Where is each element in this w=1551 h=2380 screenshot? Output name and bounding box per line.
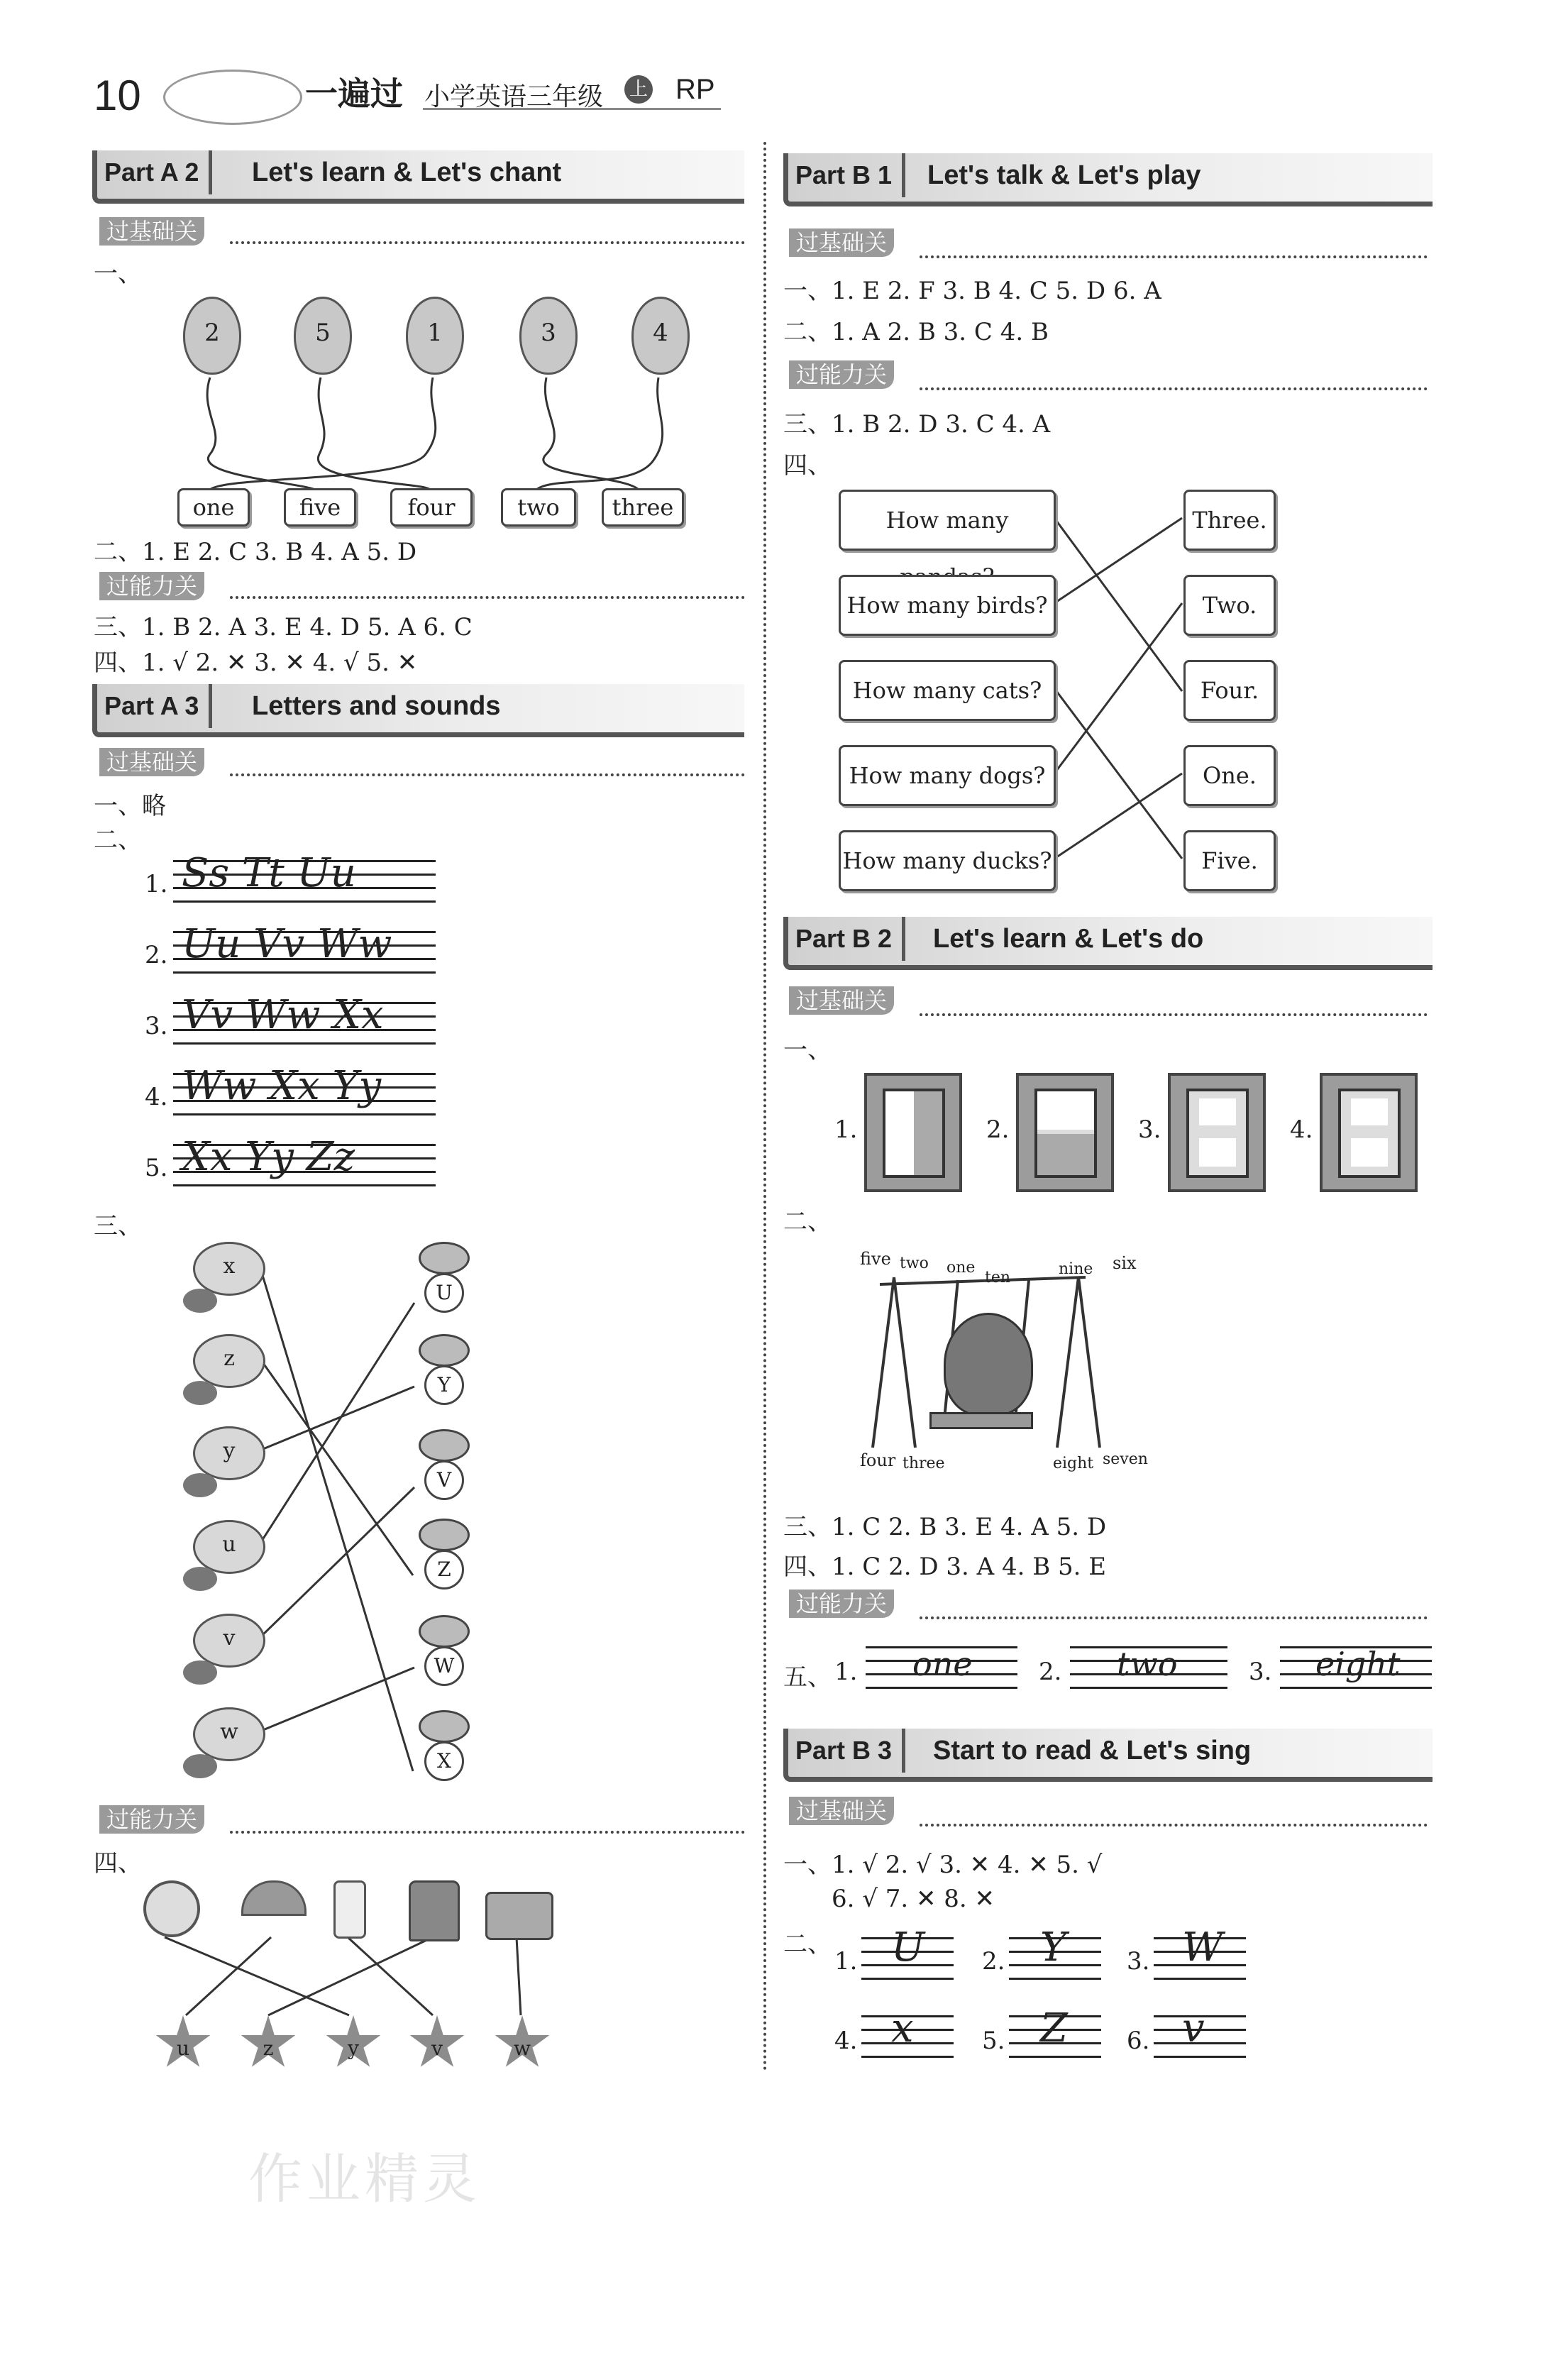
brand-name: 一遍过 — [305, 75, 403, 113]
basic-tag: 过基础关 — [99, 748, 204, 776]
jar-icon — [333, 1880, 366, 1939]
balloon: 3 — [519, 297, 578, 375]
row-number: 5. — [982, 2027, 1005, 2055]
row-number: 1. — [145, 870, 168, 898]
volume-badge: 上 — [624, 75, 653, 104]
page-number: 10 — [94, 72, 141, 119]
vest-icon — [409, 1880, 460, 1941]
balloon: 2 — [183, 297, 241, 375]
row-number: 4. — [145, 1083, 168, 1111]
row-number: 5. — [145, 1154, 168, 1182]
part-name: Start to read & Let's sing — [933, 1736, 1252, 1765]
digit-display — [1320, 1073, 1418, 1192]
ability-tag: 过能力关 — [789, 360, 894, 389]
handwriting: eight — [1315, 1645, 1401, 1683]
basic-tag: 过基础关 — [789, 986, 894, 1015]
row-number: 6. — [1127, 2027, 1150, 2055]
question-number: 三、 — [94, 1212, 142, 1240]
part-name: Let's learn & Let's chant — [252, 158, 562, 187]
answer-line: 四、1. √ 2. ✕ 3. ✕ 4. √ 5. ✕ — [94, 649, 418, 677]
word-box: three — [602, 488, 684, 527]
question-box: How many ducks? — [839, 830, 1056, 891]
digit-display — [1016, 1073, 1114, 1192]
swing-label: eight — [1053, 1455, 1094, 1472]
answer-line: 三、1. C 2. B 3. E 4. A 5. D — [783, 1513, 1107, 1541]
frog-letter: X — [424, 1741, 464, 1781]
answer-box: Five. — [1183, 830, 1276, 891]
row-number: 1. — [834, 1658, 858, 1686]
handwriting: Ww Xx Yy — [182, 1063, 382, 1109]
tadpole-bubble: x — [193, 1242, 265, 1296]
handwriting: Y — [1040, 1924, 1066, 1971]
star-letter: y — [348, 2037, 359, 2060]
tadpole-bubble: u — [193, 1520, 265, 1574]
part-label: Part B 3 — [795, 1729, 905, 1773]
swing-label: four — [860, 1450, 896, 1470]
part-name: Letters and sounds — [252, 691, 501, 721]
basic-tag: 过基础关 — [789, 1797, 894, 1825]
dotted-rule — [920, 1013, 1428, 1016]
section-title-b3 — [783, 1729, 1433, 1782]
frog-letter: Z — [424, 1550, 464, 1590]
answer-line: 6. √ 7. ✕ 8. ✕ — [832, 1885, 995, 1913]
part-label: Part B 1 — [795, 153, 905, 197]
row-number: 3. — [1249, 1658, 1272, 1686]
answer-box: Two. — [1183, 575, 1276, 636]
row-number: 2. — [982, 1947, 1005, 1976]
answer-line: 三、1. B 2. A 3. E 4. D 5. A 6. C — [94, 613, 473, 641]
dotted-rule — [920, 1616, 1428, 1619]
handwriting: two — [1117, 1645, 1178, 1683]
question-number: 五、 — [783, 1663, 832, 1692]
row-number: 3. — [145, 1012, 168, 1040]
digit-display — [864, 1073, 962, 1192]
swing-label: three — [903, 1455, 945, 1472]
row-number: 3. — [1127, 1947, 1150, 1976]
basic-tag: 过基础关 — [99, 217, 204, 246]
balloon: 5 — [294, 297, 352, 375]
handwriting: Xx Yy Zz — [182, 1134, 355, 1180]
part-name: Let's talk & Let's play — [927, 160, 1201, 190]
handwriting: U — [891, 1924, 925, 1971]
handwriting: Vv Ww Xx — [182, 992, 384, 1038]
frog-letter: U — [424, 1273, 464, 1313]
handwriting: Uu Vv Ww — [182, 921, 392, 967]
frog-letter: W — [424, 1646, 464, 1686]
answer-box: Four. — [1183, 660, 1276, 721]
handwriting: one — [912, 1645, 973, 1683]
word-box: five — [284, 488, 356, 527]
row-number: 4. — [834, 2027, 858, 2055]
balloon: 1 — [406, 297, 464, 375]
question-number: 二、 — [783, 1930, 832, 1958]
yoyo-icon — [143, 1880, 200, 1937]
swing-label: ten — [985, 1269, 1011, 1287]
watermark: 作业精灵 — [248, 2147, 481, 2210]
handwriting: Ss Tt Uu — [182, 850, 356, 896]
part-label: Part A 3 — [104, 684, 212, 728]
edition: RP — [675, 74, 715, 105]
handwriting: x — [891, 2005, 914, 2051]
ability-tag: 过能力关 — [789, 1590, 894, 1618]
answer-line: 二、1. A 2. B 3. C 4. B — [783, 318, 1049, 346]
question-number: 二、 — [94, 826, 142, 854]
section-title-b2 — [783, 917, 1433, 970]
part-name: Let's learn & Let's do — [933, 924, 1204, 954]
row-number: 2. — [1039, 1658, 1062, 1686]
question-number: 一、 — [94, 260, 142, 288]
swing-label: nine — [1059, 1260, 1093, 1278]
subject-title: 小学英语三年级 — [424, 82, 604, 111]
question-number: 二、 — [783, 1208, 832, 1236]
ability-tag: 过能力关 — [99, 1805, 204, 1834]
swing-label: seven — [1103, 1450, 1148, 1468]
digit-number: 3. — [1138, 1115, 1161, 1144]
tadpole-bubble: v — [193, 1614, 265, 1668]
word-box: two — [501, 488, 576, 527]
wagon-icon — [485, 1892, 553, 1940]
handwriting: Z — [1040, 2005, 1068, 2051]
swing-label: two — [900, 1255, 929, 1272]
swing-seat — [929, 1412, 1033, 1429]
tadpole-bubble: w — [193, 1707, 265, 1761]
answer-line: 三、1. B 2. D 3. C 4. A — [783, 410, 1051, 439]
digit-number: 2. — [986, 1115, 1010, 1144]
frog-letter: Y — [424, 1365, 464, 1405]
question-box: How many birds? — [839, 575, 1056, 636]
answer-line: 一、1. E 2. F 3. B 4. C 5. D 6. A — [783, 277, 1161, 305]
handwriting: W — [1182, 1924, 1223, 1971]
matching-lines — [0, 0, 1551, 894]
digit-number: 1. — [834, 1115, 858, 1144]
star-letter: v — [431, 2037, 443, 2060]
word-box: one — [177, 488, 250, 527]
answer-line: 二、1. E 2. C 3. B 4. A 5. D — [94, 538, 417, 566]
star-letter: u — [176, 2037, 190, 2060]
question-box: How many dogs? — [839, 745, 1056, 806]
question-box: How many cats? — [839, 660, 1056, 721]
question-number: 一、 — [783, 1036, 832, 1064]
answer-box: One. — [1183, 745, 1276, 806]
basic-tag: 过基础关 — [789, 228, 894, 257]
answer-line: 一、略 — [94, 792, 166, 820]
frog-letter: V — [424, 1460, 464, 1500]
dotted-rule — [920, 1824, 1428, 1827]
bear-icon — [944, 1313, 1033, 1416]
question-number: 四、 — [94, 1849, 142, 1878]
balloon: 4 — [631, 297, 690, 375]
digit-number: 4. — [1290, 1115, 1313, 1144]
tadpole-bubble: z — [193, 1334, 265, 1388]
digit-display — [1168, 1073, 1266, 1192]
handwriting: v — [1182, 2005, 1205, 2051]
part-label: Part A 2 — [104, 150, 212, 194]
word-box: four — [390, 488, 473, 527]
answer-line: 四、1. C 2. D 3. A 4. B 5. E — [783, 1553, 1107, 1581]
row-number: 2. — [145, 941, 168, 969]
answer-box: Three. — [1183, 490, 1276, 551]
part-label: Part B 2 — [795, 917, 905, 961]
swing-label: five — [860, 1249, 891, 1269]
question-box: How many — [839, 490, 1056, 551]
swing-label: one — [946, 1259, 976, 1277]
star-letter: w — [514, 2037, 531, 2060]
answer-line: 一、1. √ 2. √ 3. ✕ 4. ✕ 5. √ — [783, 1851, 1103, 1879]
ability-tag: 过能力关 — [99, 572, 204, 600]
tadpole-bubble: y — [193, 1426, 265, 1480]
question-number: 四、 — [783, 451, 832, 480]
star-letter: z — [263, 2037, 274, 2060]
swing-label: six — [1113, 1253, 1137, 1273]
row-number: 1. — [834, 1947, 858, 1976]
